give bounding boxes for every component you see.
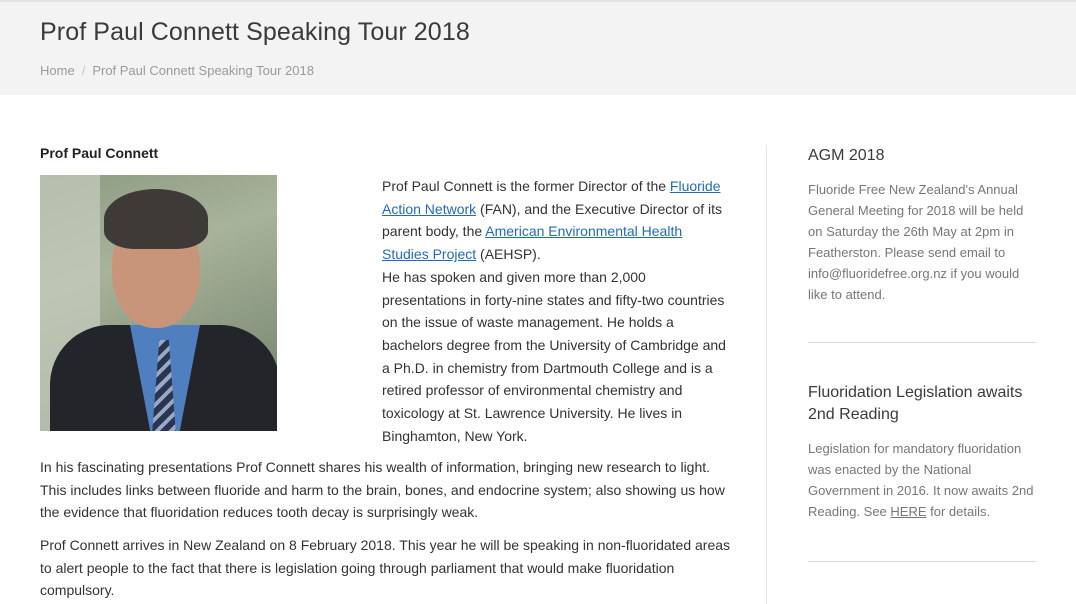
page-header [0, 0, 1076, 95]
article-paragraph: Prof Connett arrives in New Zealand on 8 February 2018. This year he will be speaking in non-fluoridated areas to alert people to the fact that there is legislation going through parliament that would make fluoridation compulsory. [40, 537, 731, 599]
breadcrumb-current: Prof Paul Connett Speaking Tour 2018 [92, 63, 314, 78]
aehsp-link[interactable]: American Environmental Health Studies Project [382, 223, 683, 263]
widget-title: Fluoridation Legislation awaits 2nd Reading [808, 384, 1023, 423]
widget-text-before: Legislation for mandatory fluoridation was enacted by the National Government in 2016. It now awaits 2nd Reading. See [808, 441, 1034, 519]
bio-text-2: (FAN), and the Executive Director of its parent body, the [382, 200, 723, 240]
breadcrumb-home-link[interactable]: Home [40, 63, 75, 78]
article-paragraph: In his fascinating presentations Prof Connett shares his wealth of information, bringing new research to light. This includes links between fluoride and harm to the brain, bones, and endocrine system; also showing us how the evidence that fluoridation reduces tooth decay is surprisingly weak. [40, 459, 725, 521]
widget-text-after: for details. [926, 504, 991, 519]
column-divider [766, 145, 767, 604]
widget-divider [808, 561, 1036, 562]
bio-text-3: (AEHSP). [476, 246, 541, 263]
fluoride-action-network-link[interactable]: Fluoride Action Network [382, 178, 721, 217]
bio-text-4: He has spoken and given more than 2,000 presentations in forty-nine states and fifty-two countries on the issue of waste management. He holds a bachelors degree from the University of Cambridge and a Ph.D. in chemistry from Dartmouth College and is a retired professor of environmental chemistry and toxicology at St. Lawrence University. He lives in Binghamton, New York. [382, 268, 726, 444]
widget-divider [808, 342, 1036, 343]
portrait-photo [40, 175, 277, 431]
widget-text [808, 438, 1036, 522]
widget-legislation [808, 382, 1036, 522]
breadcrumb-separator: / [81, 63, 86, 78]
article-heading: Prof Paul Connett [40, 145, 159, 161]
here-link[interactable]: HERE [890, 504, 927, 519]
widget-text: Fluoride Free New Zealand's Annual General Meeting for 2018 will be held on Saturday the 26th May at 2pm in Featherston. Please send email to info@fluoridefree.org.nz if you would like to attend. [808, 182, 1024, 302]
page-title: Prof Paul Connett Speaking Tour 2018 [40, 18, 470, 46]
widget-title: AGM 2018 [808, 147, 885, 164]
article [40, 145, 731, 599]
breadcrumb [40, 63, 314, 78]
article-bio [382, 175, 732, 447]
bio-text-1: Prof Paul Connett is the former Director of the [382, 178, 670, 194]
widget-agm [808, 145, 1036, 305]
